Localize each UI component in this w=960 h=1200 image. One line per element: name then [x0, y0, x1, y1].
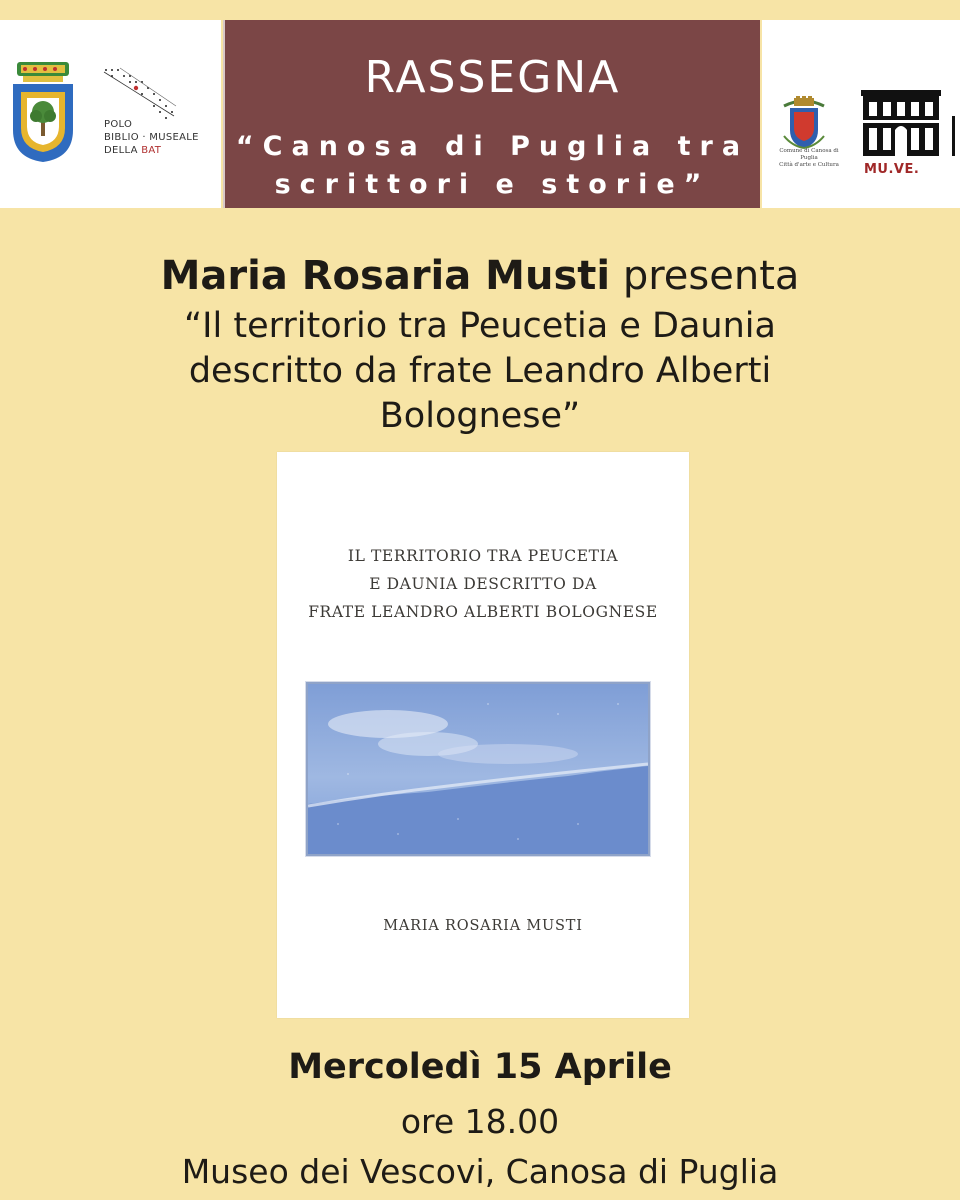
book-title-line1: “Il territorio tra Peucetia e Daunia [184, 306, 776, 346]
muve-label: MU.VE. [864, 162, 920, 177]
cover-author: MARIA ROSARIA MUSTI [383, 918, 583, 934]
book-title-line3: Bolognese” [379, 396, 581, 436]
presenter-verb: presenta [610, 253, 800, 299]
sky-coastline-photo [306, 682, 650, 856]
museo-vescovi-building-icon [859, 86, 943, 158]
polo-biblio-museale-label [104, 118, 199, 157]
event-place: Museo dei Vescovi, Canosa di Puglia [181, 1152, 779, 1191]
banner-title: RASSEGNA [364, 52, 621, 103]
polo-line3-a: DELLA [104, 145, 142, 156]
comune-canosa-crest-icon [782, 96, 826, 150]
comune-line2: Città d'arte e Cultura [779, 162, 839, 168]
banner-subtitle [225, 128, 760, 204]
polo-line1: POLO [104, 119, 133, 130]
regione-puglia-crest-icon [11, 60, 75, 164]
banner-subtitle-line1: “Canosa di Puglia tra [235, 131, 750, 162]
event-time: ore 18.00 [400, 1102, 560, 1141]
polo-line3-b: BAT [141, 145, 162, 156]
book-title-line2: descritto da frate Leandro Alberti [188, 351, 772, 391]
book-title [0, 304, 960, 439]
left-logos-panel [0, 20, 221, 208]
presenter-name: Maria Rosaria Musti [160, 253, 611, 299]
polo-biblio-museale-icon [100, 66, 178, 122]
comune-line1: Comune di Canosa di Puglia [779, 148, 839, 161]
cover-title-line1: IL TERRITORIO TRA PEUCETIA [347, 547, 619, 565]
comune-label [774, 148, 844, 169]
header-band [0, 20, 960, 208]
event-date: Mercoledì 15 Aprile [288, 1047, 672, 1087]
polo-line3 [104, 144, 199, 157]
presenter-line [0, 250, 960, 302]
cover-title [277, 542, 689, 626]
cover-title-line2: E DAUNIA DESCRITTO DA [369, 575, 597, 593]
cut-edge-mark [952, 116, 960, 156]
polo-line2: BIBLIO · MUSEALE [104, 132, 199, 143]
rassegna-banner [223, 20, 760, 208]
book-cover [277, 452, 689, 1018]
right-logos-panel [762, 20, 960, 208]
cover-title-line3: FRATE LEANDRO ALBERTI BOLOGNESE [308, 603, 658, 621]
banner-subtitle-line2: scrittori e storie” [274, 169, 711, 200]
